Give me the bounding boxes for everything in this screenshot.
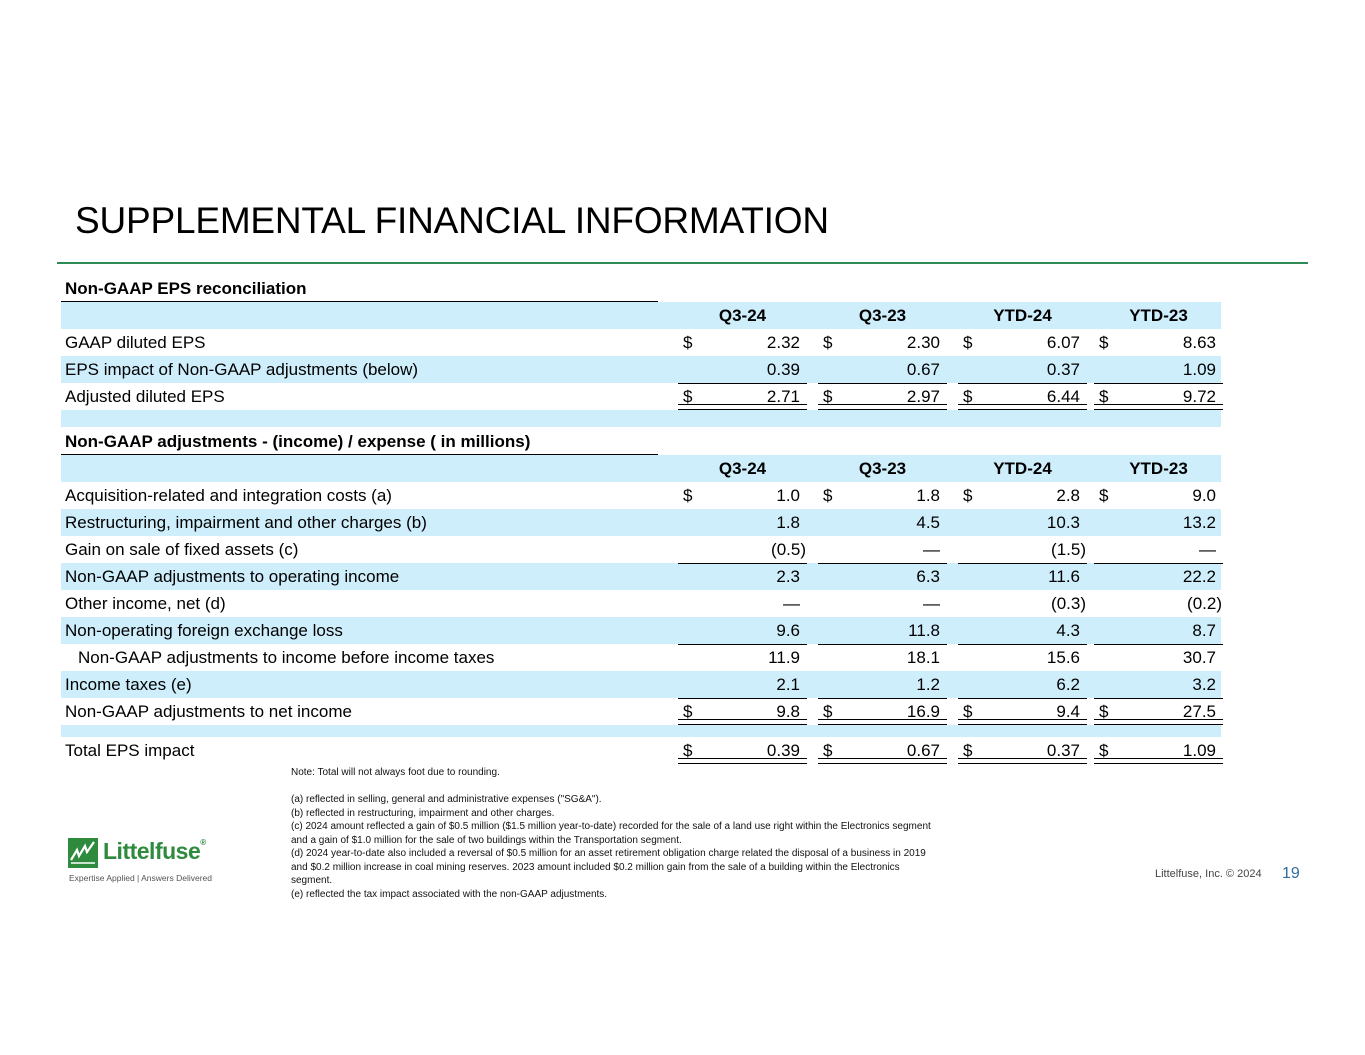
cell-value: 15.6 [1046, 648, 1080, 667]
footnote-line: (c) 2024 amount reflected a gain of $0.5 million ($1.5 million year-to-date) recorded for the sale of a land use right within the Electronics segment [291, 821, 931, 832]
row-label: GAAP diluted EPS [65, 332, 206, 352]
column-header: YTD-23 [1129, 306, 1188, 325]
cell-value: — [1199, 540, 1216, 559]
table-header-row [61, 302, 1221, 329]
cell-value: 27.5 [1182, 702, 1216, 721]
cell-value: (0.5) [771, 540, 806, 559]
column-header: Q3-24 [718, 459, 767, 478]
logo-tagline: Expertise Applied | Answers Delivered [69, 873, 213, 883]
currency-symbol: $ [963, 387, 973, 406]
cell-value: 0.67 [906, 741, 940, 760]
table-row [61, 671, 1221, 698]
page-number: 19 [1282, 865, 1300, 882]
cell-value: 2.71 [766, 387, 800, 406]
currency-symbol: $ [823, 486, 833, 505]
cell-value: 22.2 [1182, 567, 1216, 586]
cell-value: 6.3 [916, 567, 940, 586]
rounding-note: Note: Total will not always foot due to rounding. [291, 767, 500, 778]
footnotes [291, 766, 1031, 901]
table-row [61, 509, 1221, 536]
cell-value: 2.1 [776, 675, 800, 694]
cell-value: — [923, 594, 940, 613]
table-row [61, 563, 1221, 590]
footnote-line: (e) reflected the tax impact associated with the non-GAAP adjustments. [291, 888, 608, 900]
currency-symbol: $ [963, 333, 973, 352]
column-header: Q3-23 [858, 306, 907, 325]
cell-value: 16.9 [906, 702, 940, 721]
cell-value: 6.07 [1046, 333, 1080, 352]
cell-value: 2.8 [1056, 486, 1080, 505]
row-label: Acquisition-related and integration costs (a) [65, 485, 392, 505]
footnote-line: (a) reflected in selling, general and administrative expenses ("SG&A"). [291, 794, 602, 805]
cell-value: 1.8 [776, 513, 800, 532]
cell-value: 0.37 [1046, 741, 1080, 760]
cell-value: 11.6 [1048, 567, 1080, 586]
table-row [61, 617, 1221, 644]
currency-symbol: $ [1099, 741, 1109, 760]
littelfuse-logo-icon [68, 838, 98, 868]
cell-value: 8.63 [1182, 333, 1216, 352]
adjustments-table [61, 429, 1221, 764]
table-header-row [61, 455, 1221, 482]
cell-value: 9.8 [776, 702, 800, 721]
cell-value: 2.30 [906, 333, 940, 352]
footnote-line: and $0.2 million increase in coal mining reserves. 2023 amount included $0.2 million gain from the sale of a building within the Electronics [291, 861, 900, 873]
row-label: Non-operating foreign exchange loss [65, 620, 343, 640]
table-row [61, 590, 1221, 617]
column-header: YTD-23 [1129, 459, 1188, 478]
column-header: YTD-24 [993, 459, 1052, 478]
row-label: Non-GAAP adjustments to operating income [65, 566, 400, 586]
column-header: Q3-24 [718, 306, 767, 325]
cell-value: 1.0 [776, 486, 800, 505]
cell-value: 9.6 [776, 621, 800, 640]
currency-symbol: $ [683, 333, 693, 352]
currency-symbol: $ [683, 486, 693, 505]
cell-value: — [783, 594, 800, 613]
cell-value: 9.0 [1192, 486, 1216, 505]
currency-symbol: $ [823, 702, 833, 721]
currency-symbol: $ [963, 486, 973, 505]
footnote-line: segment. [291, 875, 333, 886]
currency-symbol: $ [1099, 333, 1109, 352]
row-label: Non-GAAP adjustments to net income [65, 701, 352, 721]
cell-value: (1.5) [1051, 540, 1086, 559]
cell-value: 0.37 [1046, 360, 1080, 379]
logo-wordmark: Littelfuse® [103, 838, 206, 864]
cell-value: 0.39 [766, 741, 800, 760]
footnote-line: (d) 2024 year-to-date also included a reversal of $0.5 million for an asset retirement obligation charge related the disposal of a business in 2019 [291, 848, 926, 859]
eps-reconciliation-table [61, 276, 1221, 427]
table-row [61, 383, 1221, 410]
spacer-row [61, 725, 1221, 737]
cell-value: 13.2 [1182, 513, 1216, 532]
currency-symbol: $ [1099, 702, 1109, 721]
currency-symbol: $ [823, 387, 833, 406]
row-label: Income taxes (e) [65, 674, 192, 694]
column-header: Q3-23 [858, 459, 907, 478]
total-row [61, 737, 1221, 764]
cell-value: 2.97 [906, 387, 940, 406]
cell-value: 2.32 [766, 333, 800, 352]
footnote-line: and a gain of $1.0 million for the sale of two buildings within the Transportation segment. [291, 834, 682, 846]
table-row [61, 698, 1221, 725]
currency-symbol: $ [683, 702, 693, 721]
adjustments-section-heading: Non-GAAP adjustments - (income) / expense ( in millions) [61, 429, 658, 455]
cell-value: — [923, 540, 940, 559]
currency-symbol: $ [823, 741, 833, 760]
currency-symbol: $ [1099, 486, 1109, 505]
table-row [61, 644, 1221, 671]
cell-value: (0.3) [1051, 594, 1086, 613]
currency-symbol: $ [683, 741, 693, 760]
row-label: EPS impact of Non-GAAP adjustments (below) [65, 359, 419, 379]
cell-value: 0.39 [766, 360, 800, 379]
cell-value: 1.2 [916, 675, 940, 694]
cell-value: 1.09 [1182, 360, 1216, 379]
cell-value: 11.9 [768, 648, 800, 667]
footnote-line: (b) reflected in restructuring, impairment and other charges. [291, 807, 555, 819]
row-label: Total EPS impact [65, 740, 195, 760]
cell-value: 10.3 [1046, 513, 1080, 532]
table-row [61, 356, 1221, 383]
cell-value: 2.3 [776, 567, 800, 586]
row-label: Non-GAAP adjustments to income before income taxes [78, 647, 495, 667]
table-row [61, 482, 1221, 509]
table-row [61, 536, 1221, 563]
currency-symbol: $ [963, 741, 973, 760]
cell-value: (0.2) [1187, 594, 1222, 613]
spacer-row [61, 410, 1221, 427]
cell-value: 4.5 [916, 513, 940, 532]
row-label: Adjusted diluted EPS [65, 386, 225, 406]
row-label: Other income, net (d) [65, 593, 226, 613]
eps-section-heading: Non-GAAP EPS reconciliation [61, 276, 658, 302]
cell-value: 9.4 [1056, 702, 1080, 721]
row-label: Restructuring, impairment and other charges (b) [65, 512, 427, 532]
table-row [61, 329, 1221, 356]
copyright: Littelfuse, Inc. © 2024 [1155, 868, 1262, 880]
cell-value: 1.8 [916, 486, 940, 505]
column-header: YTD-24 [993, 306, 1052, 325]
cell-value: 3.2 [1192, 675, 1216, 694]
currency-symbol: $ [823, 333, 833, 352]
title-divider [57, 262, 1308, 264]
company-logo [68, 836, 218, 886]
cell-value: 30.7 [1182, 648, 1216, 667]
cell-value: 18.1 [906, 648, 940, 667]
row-label: Gain on sale of fixed assets (c) [65, 539, 299, 559]
cell-value: 11.8 [908, 621, 940, 640]
cell-value: 4.3 [1056, 621, 1080, 640]
cell-value: 9.72 [1182, 387, 1216, 406]
currency-symbol: $ [963, 702, 973, 721]
cell-value: 0.67 [906, 360, 940, 379]
currency-symbol: $ [1099, 387, 1109, 406]
cell-value: 6.2 [1056, 675, 1080, 694]
currency-symbol: $ [683, 387, 693, 406]
cell-value: 6.44 [1046, 387, 1080, 406]
cell-value: 8.7 [1192, 621, 1216, 640]
cell-value: 1.09 [1182, 741, 1216, 760]
page-title: SUPPLEMENTAL FINANCIAL INFORMATION [75, 200, 829, 241]
